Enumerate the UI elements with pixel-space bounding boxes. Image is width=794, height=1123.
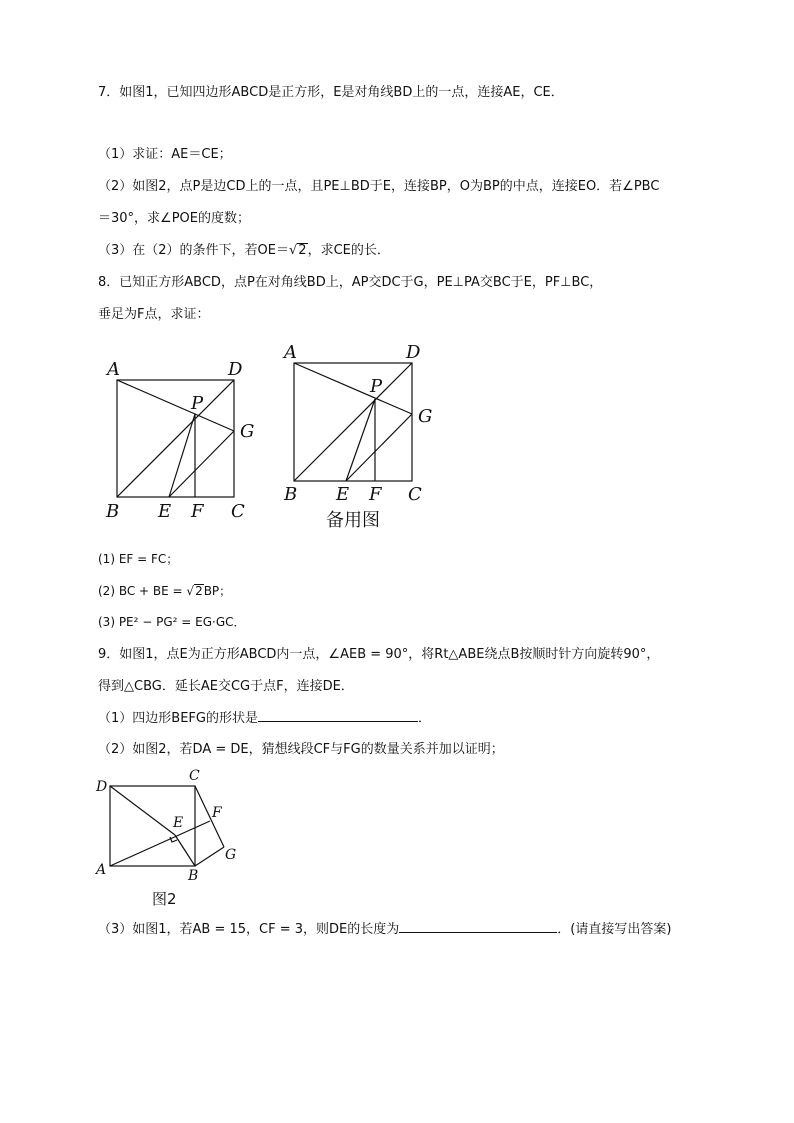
q9-stem-line1: 9．如图1，点E为正方形ABCD内一点，∠AEB = 90°，将Rt△ABE绕点B按顺时针方向旋转90°， (98, 647, 660, 662)
segment-bg (195, 847, 224, 866)
segment-ag (117, 380, 234, 431)
label-d: D (96, 779, 108, 795)
label-g: G (240, 421, 255, 442)
label-f: F (369, 484, 382, 505)
q8-figure-1 (100, 355, 270, 525)
q7-part3-text: （3）在（2）的条件下，若OE＝ (98, 243, 289, 258)
q7-part3 (98, 242, 390, 260)
q8-claim-2-text: (2) BC + BE = (98, 584, 187, 598)
diagonal-bd (294, 363, 412, 481)
q9-part1-text: （1）四边形BEFG的形状是 (98, 711, 258, 726)
q7-part2-line2: ＝30°，求∠POE的度数； (98, 211, 250, 226)
label-e: E (158, 501, 172, 522)
segment-de (110, 786, 175, 835)
segment-ag (294, 363, 412, 414)
label-f: F (212, 805, 222, 821)
q9-stem-line2: 得到△CBG．延长AE交CG于点F，连接DE． (98, 679, 354, 694)
q7-part2-line1: （2）如图2，点P是边CD上的一点，且PE⊥BD于E，连接BP，O为BP的中点，连接EO．若∠PBC (98, 179, 660, 194)
q8-figure-2 (280, 338, 450, 538)
figure-caption: 备用图 (326, 510, 380, 531)
sqrt-sign: √ (186, 584, 195, 598)
sqrt-sign: √ (289, 243, 298, 258)
label-d: D (228, 359, 243, 380)
label-p: P (370, 376, 383, 397)
q8-claim-3: (3) PE² − PG² = EG·GC． (98, 615, 246, 629)
label-a: A (96, 862, 107, 878)
q9-part1-end: ． (417, 711, 431, 726)
q9-figure (92, 765, 252, 910)
q7-stem: 7．如图1，已知四边形ABCD是正方形，E是对角线BD上的一点，连接AE，CE． (98, 85, 564, 100)
label-a: A (107, 359, 120, 380)
label-c: C (408, 484, 422, 505)
q8-stem-line1: 8．已知正方形ABCD，点P在对角线BD上，AP交DC于G，PE⊥PA交BC于E，PF⊥BC， (98, 275, 603, 290)
label-d: D (406, 342, 421, 363)
q9-part2: （2）如图2，若DA = DE，猜想线段CF与FG的数量关系并加以证明； (98, 742, 504, 757)
label-b: B (284, 484, 298, 505)
q9-part3 (98, 920, 671, 939)
q8-claim-1: (1) EF = FC； (98, 552, 179, 566)
q8-stem-line2: 垂足为F点，求证： (98, 307, 210, 322)
label-a: A (284, 342, 297, 363)
label-f: F (191, 501, 204, 522)
diagonal-bd (117, 380, 234, 497)
label-e: E (336, 484, 350, 505)
figure-caption: 图2 (152, 890, 177, 908)
q8-claim-2-text-end: BP； (203, 584, 232, 598)
label-p: P (191, 393, 204, 414)
segment-eg (346, 414, 412, 481)
q7-part3-text-end: ，求CE的长． (307, 243, 390, 258)
q7-part3-radicand: 2 (298, 243, 307, 258)
q8-claim-2-radicand: 2 (195, 584, 203, 598)
segment-pe (346, 399, 375, 481)
answer-blank[interactable] (399, 920, 557, 933)
q8-claim-2 (98, 582, 231, 600)
label-g: G (225, 847, 237, 863)
label-e: E (173, 815, 184, 831)
segment-be (175, 835, 195, 866)
label-b: B (188, 868, 199, 884)
answer-blank[interactable] (258, 709, 418, 722)
q9-part3-text: （3）如图1，若AB = 15，CF = 3，则DE的长度为 (98, 922, 400, 937)
q9-part3-end: ．(请直接写出答案) (557, 922, 672, 937)
label-g: G (418, 406, 433, 427)
q7-part1: （1）求证：AE＝CE； (98, 147, 232, 162)
label-c: C (189, 768, 200, 784)
label-c: C (231, 501, 245, 522)
label-b: B (106, 501, 120, 522)
q9-part1 (98, 709, 431, 728)
